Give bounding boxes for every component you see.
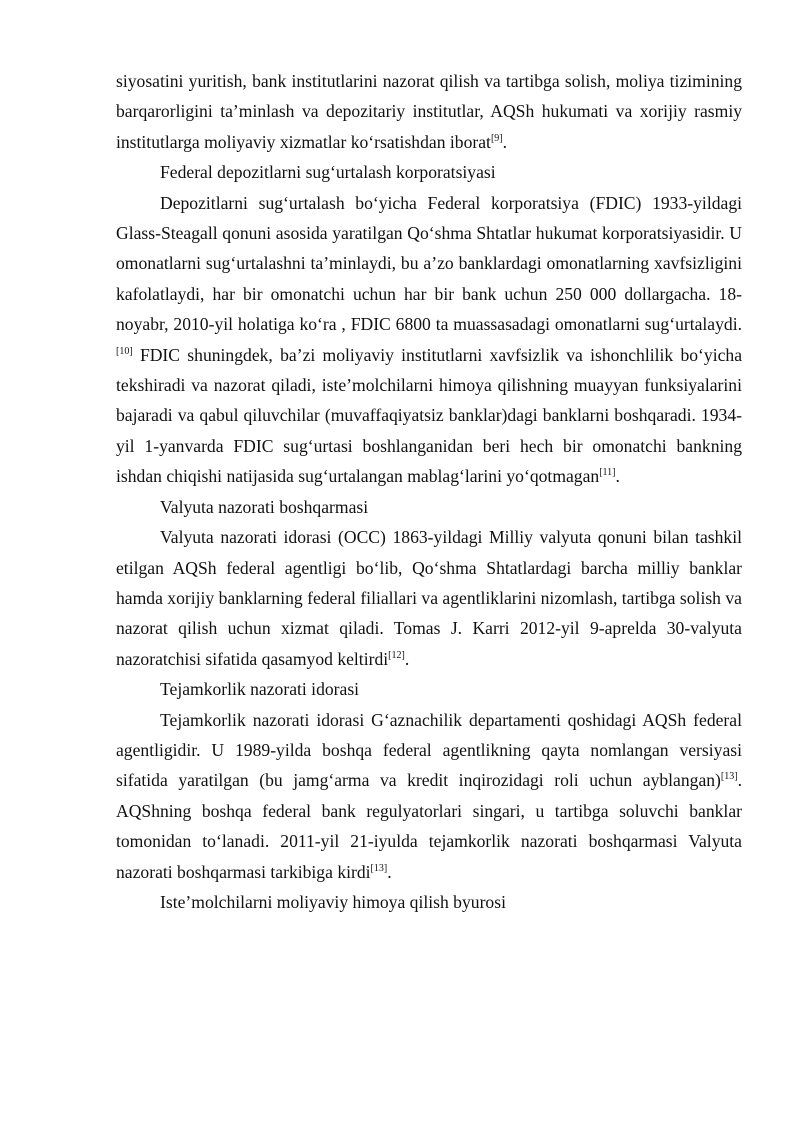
paragraph-ots: Tejamkorlik nazorati idorasi G‘aznachilik departamenti qoshidagi AQSh federal agentligidir. U 1989-yilda boshqa federal agentlikning qayta nomlangan versiyasi sifatida yaratilgan (bu jamg‘arma va kredit inqirozidagi roli uchun ayblangan)[13]. AQShning boshqa federal bank regulyatorlari singari, u tartibga soluvchi banklar tomonidan to‘lanadi. 2011-yil 21-iyulda tejamkorlik nazorati boshqarmasi Valyuta nazorati boshqarmasi tarkibiga kirdi[13]. [116,709,742,882]
paragraph-fdic: Depozitlarni sug‘urtalash bo‘yicha Federal korporatsiya (FDIC) 1933-yildagi Glass-Steagall qonuni asosida yaratilgan Qo‘shma Shtatlar hukumat korporatsiyasidir. U omonatlarni sug‘urtalashni ta’minlaydi, bu a’zo banklardagi omonatlarning xavfsizligini kafolatlaydi, har bir omonatchi uchun har bir bank uchun 250 000 dollargacha. 18-noyabr, 2010-yil holatiga ko‘ra , FDIC 6800 ta muassasadagi omonatlarni sug‘urtalaydi.[10] FDIC shuningdek, ba’zi moliyaviy institutlarni xavfsizlik va ishonchlilik bo‘yicha tekshiradi va nazorat qiladi, iste’molchilarni himoya qilishning muayyan funksiyalarini bajaradi va qabul qiluvchilar (muvaffaqiyatsiz banklar)dagi banklarni boshqaradi. 1934-yil 1-yanvarda FDIC sug‘urtasi boshlanganidan beri hech bir omonatchi bankning ishdan chiqishi natijasida sug‘urtalangan mablag‘larini yo‘qotmagan[11]. [116,192,742,487]
section-heading-cfpb: Iste’molchilarni moliyaviy himoya qilish byurosi [160,891,506,912]
footnote-ref[interactable]: [9] [490,132,503,144]
footnote-ref[interactable]: [13] [370,862,388,874]
paragraph-occ: Valyuta nazorati idorasi (OCC) 1863-yildagi Milliy valyuta qonuni bilan tashkil etilgan AQSh federal agentligi bo‘lib, Qo‘shma Shtatlardagi barcha milliy banklar hamda xorijiy banklarning federal filiallari va agentliklarini nizomlash, tartibga solish va nazorat qilish uchun xizmat qiladi. Tomas J. Karri 2012-yil 9-aprelda 30-valyuta nazoratchisi sifatida qasamyod keltirdi[12]. [116,527,742,669]
footnote-ref[interactable]: [12] [388,649,405,661]
footnote-ref[interactable]: [10] [116,345,133,357]
section-heading-fdic: Federal depozitlarni sug‘urtalash korporatsiyasi [160,162,496,183]
footnote-ref[interactable]: [11] [599,467,616,479]
section-heading-ots: Tejamkorlik nazorati idorasi [160,679,360,700]
footnote-ref[interactable]: [13] [720,771,738,783]
section-heading-occ: Valyuta nazorati boshqarmasi [160,496,369,517]
paragraph-monetary-policy: siyosatini yuritish, bank institutlarini nazorat qilish va tartibga solish, moliya tizimining barqarorligini ta’minlash va depozitariy institutlar, AQSh hukumati va xorijiy rasmiy institutlarga moliyaviy xizmatlar ko‘rsatishdan iborat[9]. [116,71,742,152]
